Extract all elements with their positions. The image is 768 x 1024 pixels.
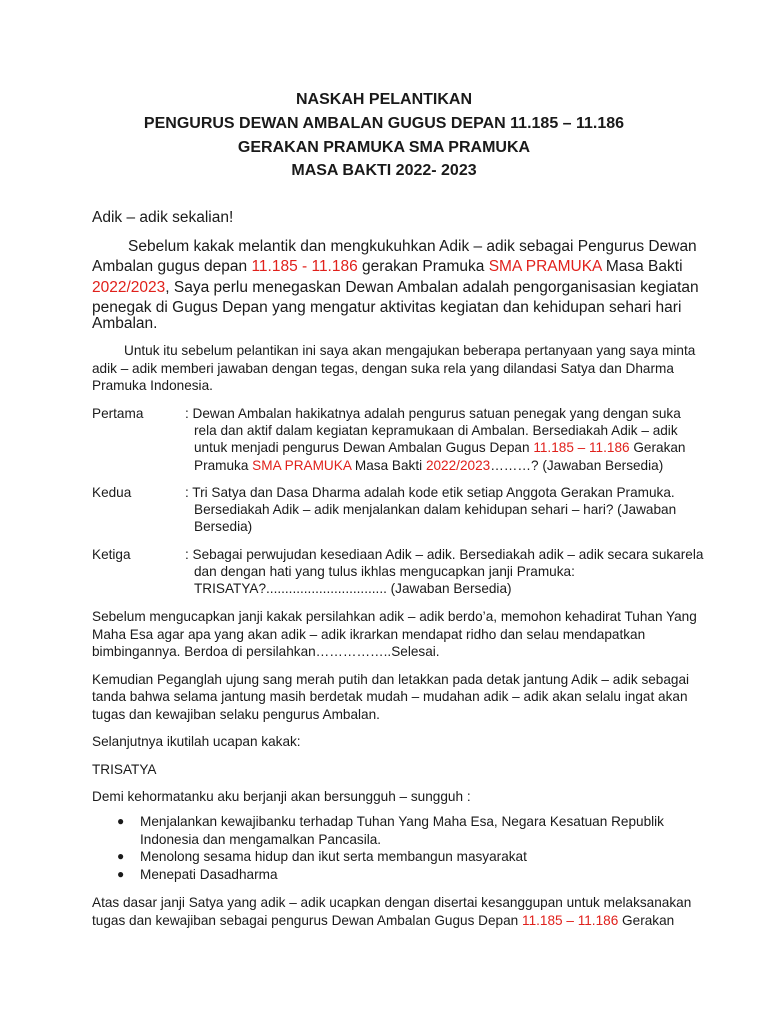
heading-line-4: MASA BAKTI 2022- 2023	[291, 162, 477, 179]
gugus-number: 11.185 – 11.186	[533, 440, 630, 455]
q3-line-3: TRISATYA?................................ (Jawaban Bersedia)	[194, 581, 512, 596]
text-span: Ambalan gugus depan	[92, 258, 252, 275]
text-span: Pramuka	[194, 458, 253, 473]
oath-item-1-line-2: Indonesia dan mengamalkan Pancasila.	[140, 832, 382, 847]
text-span: Masa Bakti	[351, 458, 426, 473]
para5: Selanjutnya ikutilah ucapan kakak:	[92, 734, 301, 749]
para4-line-1: Kemudian Peganglah ujung sang merah putih dan letakkan pada detak jantung Adik – adik sebagai	[92, 672, 690, 687]
para1-line-5: Ambalan.	[92, 315, 158, 332]
para1-line-4: penegak di Gugus Depan yang mengatur aktivitas kegiatan dan kehidupan sehari hari	[92, 299, 682, 316]
para3-line-3: bimbingannya. Berdoa di persilahkan……………..Selesai.	[92, 644, 440, 659]
period-years: 2022/2023	[92, 279, 166, 296]
para4-line-3: tugas dan kewajiban selaku pengurus Ambalan.	[92, 707, 380, 722]
para3-line-2: Maha Esa agar apa yang akan adik – adik ikrarkan mendapat ridho dan selau mendapatkan	[92, 627, 646, 642]
bullet-icon: ●	[117, 849, 125, 863]
heading-line-2: PENGURUS DEWAN AMBALAN GUGUS DEPAN 11.185 – 11.186	[143, 115, 625, 132]
text-span: ………? (Jawaban Bersedia)	[490, 458, 664, 473]
q3-label: Ketiga	[92, 547, 131, 562]
q2-label: Kedua	[92, 485, 132, 500]
para6-line-1: Atas dasar janji Satya yang adik – adik ucapkan dengan disertai kesanggupan untuk melaksanakan	[92, 895, 692, 910]
q3-line-2: dan dengan hati yang tulus ikhlas mengucapkan janji Pramuka:	[194, 564, 575, 579]
q2-line-2: Bersediakah Adik – adik menjalankan dalam kehidupan sehari – hari? (Jawaban	[194, 502, 677, 517]
heading-line-3: GERAKAN PRAMUKA SMA PRAMUKA	[237, 139, 531, 156]
q2-line-3: Bersedia)	[194, 519, 253, 534]
oath-item-2: Menolong sesama hidup dan ikut serta membangun masyarakat	[140, 849, 527, 864]
text-span: tugas dan kewajiban sebagai pengurus Dewan Ambalan Gugus Depan	[92, 913, 523, 928]
q1-line-1: : Dewan Ambalan hakikatnya adalah pengurus satuan penegak yang dengan suka	[185, 406, 681, 421]
text-span: Gerakan	[618, 913, 675, 928]
q2-line-1: : Tri Satya dan Dasa Dharma adalah kode etik setiap Anggota Gerakan Pramuka.	[185, 485, 675, 500]
greeting: Adik – adik sekalian!	[92, 209, 234, 226]
school-name: SMA PRAMUKA	[488, 258, 602, 275]
para6-line-2	[92, 913, 674, 928]
text-span: Masa Bakti	[601, 258, 683, 275]
oath-item-1-line-1: Menjalankan kewajibanku terhadap Tuhan Yang Maha Esa, Negara Kesatuan Republik	[140, 814, 664, 829]
para1-line-1: Sebelum kakak melantik dan mengkukuhkan Adik – adik sebagai Pengurus Dewan	[128, 238, 697, 255]
q1-line-3	[194, 440, 686, 455]
school-name: SMA PRAMUKA	[252, 458, 352, 473]
para2-line-3: Pramuka Indonesia.	[92, 378, 213, 393]
para1-line-3	[92, 279, 699, 297]
period-years: 2022/2023	[425, 458, 491, 473]
para3-line-1: Sebelum mengucapkan janji kakak persilahkan adik – adik berdo’a, memohon kehadirat Tuhan Yang	[92, 609, 697, 624]
text-span: Gerakan	[629, 440, 686, 455]
text-span: untuk menjadi pengurus Dewan Ambalan Gugus Depan	[194, 440, 534, 455]
bullet-icon: ●	[117, 814, 125, 828]
para1-line-2	[92, 258, 683, 276]
para4-line-2: tanda bahwa selama jantung masih berdetak mudah – mudahan adik – adik akan selalu ingat akan	[92, 689, 688, 704]
gugus-number: 11.185 – 11.186	[522, 913, 619, 928]
heading-line-1: NASKAH PELANTIKAN	[296, 91, 472, 108]
oath-intro: Demi kehormatanku aku berjanji akan bersungguh – sungguh :	[92, 789, 471, 804]
q1-label: Pertama	[92, 406, 144, 421]
q1-line-4	[194, 458, 663, 473]
oath-item-3: Menepati Dasadharma	[140, 867, 278, 882]
text-span: gerakan Pramuka	[357, 258, 489, 275]
q1-line-2: rela dan aktif dalam kegiatan kepramukaan di Ambalan. Bersediakah Adik – adik	[194, 423, 678, 438]
trisatya-title: TRISATYA	[92, 762, 157, 777]
q3-line-1: : Sebagai perwujudan kesediaan Adik – adik. Bersediakah adik – adik secara sukarela	[185, 547, 704, 562]
para2-line-2: adik – adik memberi jawaban dengan tegas, dengan suka rela yang dilandasi Satya dan Dharma	[92, 361, 674, 376]
bullet-icon: ●	[117, 867, 125, 881]
text-span: , Saya perlu menegaskan Dewan Ambalan adalah pengorganisasian kegiatan	[165, 279, 699, 296]
para2-line-1: Untuk itu sebelum pelantikan ini saya akan mengajukan beberapa pertanyaan yang saya minta	[124, 343, 696, 358]
gugus-number: 11.185 - 11.186	[251, 258, 358, 275]
